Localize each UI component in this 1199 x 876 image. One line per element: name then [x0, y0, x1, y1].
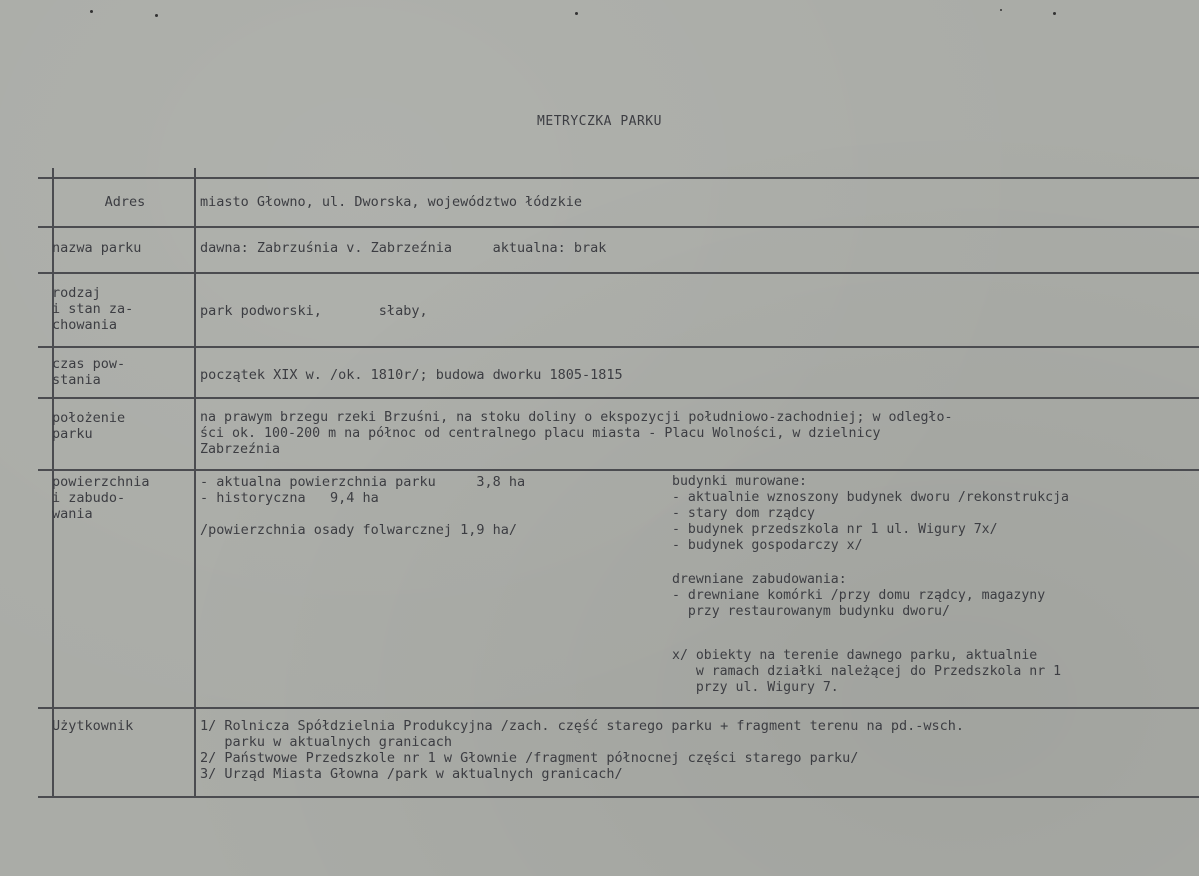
- row-content-uzytkownik: 1/ Rolnicza Spółdzielnia Produkcyjna /zach. część starego parku + fragment terenu na pd.-wsch. parku w aktualnych granicach 2/ Państwowe Przedszkole nr 1 w Głownie /fragment północnej części starego parku/ 3/ Urząd Miasta Głowna /park w aktualnych granicach/: [200, 718, 965, 782]
- row-content-przypis: x/ obiekty na terenie dawnego parku, aktualnie w ramach działki należącej do Przedszkola nr 1 przy ul. Wigury 7.: [672, 648, 1062, 695]
- paper-speck: [90, 10, 93, 13]
- row-label-uzytkownik: Użytkownik: [52, 718, 134, 734]
- paper-speck: [1053, 12, 1056, 15]
- table-rule: [38, 796, 1199, 798]
- table-rule: [38, 272, 1199, 274]
- row-content-adres: miasto Głowno, ul. Dworska, województwo łódzkie: [200, 194, 583, 210]
- table-rule: [38, 469, 1199, 471]
- table-rule: [38, 707, 1199, 709]
- row-content-drewniane: drewniane zabudowania: - drewniane komórki /przy domu rządcy, magazyny przy restaurowanym budynku dworu/: [672, 572, 1046, 619]
- row-content-budynki-murowane: budynki murowane: - aktualnie wznoszony budynek dworu /rekonstrukcja - stary dom rządcy - budynek przedszkola nr 1 ul. Wigury 7x/ - budynek gospodarczy x/: [672, 474, 1069, 553]
- table-rule: [38, 226, 1199, 228]
- row-content-powierzchnia: - aktualna powierzchnia parku 3,8 ha - historyczna 9,4 ha /powierzchnia osady folwarcznej 1,9 ha/: [200, 474, 526, 538]
- table-rule: [38, 397, 1199, 399]
- paper-speck: [575, 12, 578, 15]
- row-content-polozenie: na prawym brzegu rzeki Brzuśni, na stoku doliny o ekspozycji południowo-zachodniej; w odległo- ści ok. 100-200 m na północ od centralnego placu miasta - Placu Wolności, w dzielnicy Zabrzeźnia: [200, 410, 953, 457]
- document-title: METRYCZKA PARKU: [537, 114, 662, 129]
- row-content-rodzaj: park podworski, słaby,: [200, 303, 428, 319]
- row-label-adres: Adres: [104, 194, 146, 210]
- row-content-nazwa: dawna: Zabrzuśnia v. Zabrzeźnia aktualna: brak: [200, 240, 607, 256]
- row-label-nazwa: nazwa parku: [52, 240, 142, 256]
- row-label-rodzaj: rodzaj i stan za- chowania: [52, 285, 134, 333]
- row-content-czas: początek XIX w. /ok. 1810r/; budowa dworku 1805-1815: [200, 367, 623, 383]
- row-label-czas: czas pow- stania: [52, 356, 126, 388]
- paper-speck: [1000, 9, 1002, 11]
- table-rule-divider: [194, 168, 196, 796]
- row-label-powierzchnia: powierzchnia i zabudo- wania: [52, 474, 150, 522]
- row-label-polozenie: położenie parku: [52, 410, 126, 442]
- paper-speck: [155, 14, 158, 17]
- table-rule: [38, 177, 1199, 179]
- table-rule: [38, 346, 1199, 348]
